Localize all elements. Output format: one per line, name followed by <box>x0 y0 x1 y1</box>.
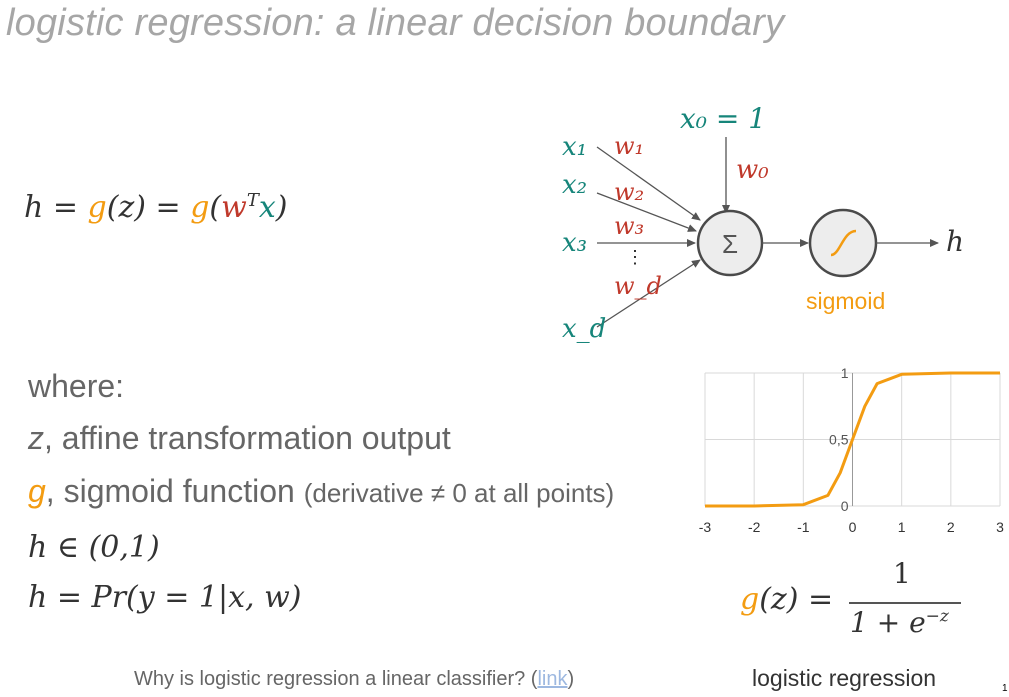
sigmoid-formula-numerator: 1 <box>893 557 911 590</box>
x-tick-label: 0 <box>848 519 857 535</box>
y-tick-label: 0 <box>840 498 849 514</box>
sigmoid-formula-lhs <box>740 582 833 617</box>
page-number: 1 <box>1002 683 1008 694</box>
z-explanation <box>28 420 451 457</box>
x-tick-label: 1 <box>897 519 906 535</box>
sum-icon: Σ <box>721 229 739 259</box>
denominator-base: 1 + e <box>850 606 926 639</box>
x-tick-label: 2 <box>946 519 955 535</box>
formula-g2: g <box>190 190 210 225</box>
z-desc: , affine transformation output <box>44 420 451 456</box>
g-explanation <box>28 473 614 510</box>
formula-w: w <box>221 190 247 225</box>
weight-w1: w₁ <box>614 132 645 160</box>
formula-x: x <box>258 190 276 225</box>
fraction-bar <box>849 602 961 604</box>
edge-x1 <box>597 147 700 220</box>
x-tick-label: 3 <box>996 519 1004 535</box>
sigmoid-chart <box>690 355 1009 545</box>
y-tick-label: 1 <box>840 365 849 381</box>
sigmoid-label: sigmoid <box>806 288 886 314</box>
g-note: (derivative ≠ 0 at all points) <box>303 478 615 508</box>
input-x3: x₃ <box>562 228 588 258</box>
denominator-exponent: −z <box>925 606 949 627</box>
footer-close-paren: ) <box>567 668 575 690</box>
z-var: z <box>28 420 44 456</box>
weight-w3: w₃ <box>614 212 645 240</box>
formula-g1: g <box>87 190 107 225</box>
bias-input-label: x₀ = 1 <box>680 102 767 135</box>
x-tick-label: -1 <box>797 519 810 535</box>
weight-wd: w_d <box>614 272 662 300</box>
footer-link[interactable]: link <box>537 668 568 690</box>
input-x2: x₂ <box>562 170 588 200</box>
ellipsis-icon: ⋮ <box>626 247 644 268</box>
sigmoid-formula-lhs-rest: (z) = <box>759 582 834 617</box>
weight-w2: w₂ <box>614 178 645 206</box>
main-formula <box>24 190 287 225</box>
footer-question <box>134 668 574 691</box>
g-var: g <box>28 473 46 509</box>
h-range: h ∈ (0,1) <box>28 530 160 565</box>
where-label: where: <box>28 368 125 404</box>
sigmoid-formula-g: g <box>740 582 760 617</box>
formula-lhs: h = <box>24 190 88 225</box>
sigmoid-formula-denominator <box>850 606 949 639</box>
footer-caption: logistic regression <box>752 665 937 691</box>
g-desc: , sigmoid function <box>45 473 295 509</box>
edge-x2 <box>597 193 696 231</box>
output-h: h <box>946 225 965 258</box>
input-xd: x_d <box>562 314 607 344</box>
formula-z: (z) = <box>106 190 191 225</box>
x-tick-label: -3 <box>698 519 712 535</box>
input-x1: x₁ <box>562 132 588 162</box>
formula-open: ( <box>209 190 222 225</box>
bias-weight-label: w₀ <box>736 155 769 185</box>
y-tick-label: 0,5 <box>829 431 849 448</box>
slide-title: logistic regression: a linear decision boundary <box>6 2 785 44</box>
formula-close: ) <box>275 190 288 225</box>
footer-question-text: Why is logistic regression a linear classifier? ( <box>134 668 538 690</box>
x-tick-label: -2 <box>747 519 761 535</box>
h-probability: h = Pr(y = 1|x, w) <box>28 580 302 615</box>
formula-transpose: T <box>246 190 259 211</box>
